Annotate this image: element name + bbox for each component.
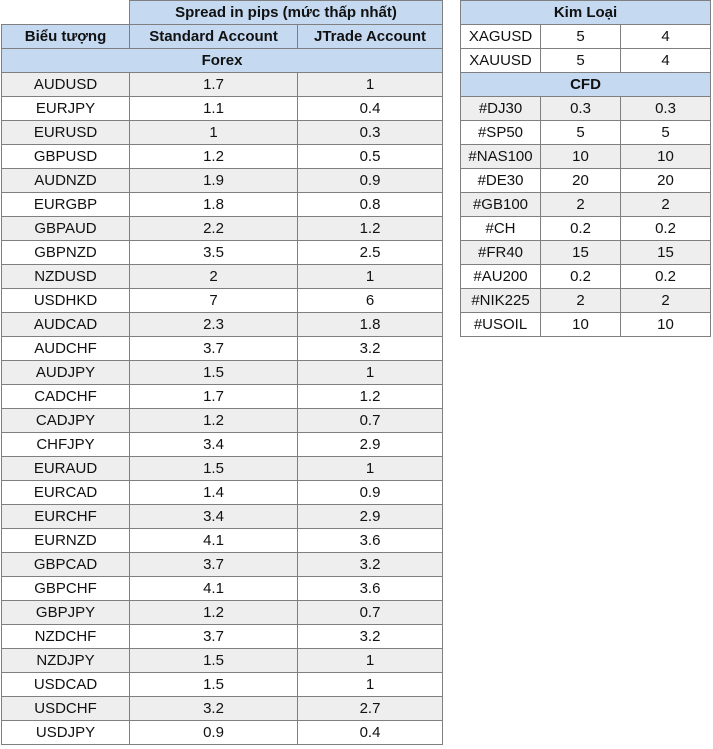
- cfd-row-symbol-cell: #CH: [461, 217, 541, 241]
- forex-row: [2, 721, 443, 745]
- forex-row: [2, 649, 443, 673]
- forex-row: [2, 409, 443, 433]
- forex-row-standard-cell: 2.2: [130, 217, 298, 241]
- metals-row-symbol-cell: XAUUSD: [461, 49, 541, 73]
- cfd-row-jtrade-cell: 5: [621, 121, 711, 145]
- cfd-row-jtrade-cell: 10: [621, 145, 711, 169]
- forex-row: [2, 241, 443, 265]
- forex-row-jtrade-cell: 1.2: [298, 385, 443, 409]
- cfd-row-jtrade-cell: 2: [621, 193, 711, 217]
- forex-row-standard-cell: 1.4: [130, 481, 298, 505]
- forex-row-symbol-cell: GBPCAD: [2, 553, 130, 577]
- cfd-row-standard-cell: 2: [541, 193, 621, 217]
- cfd-row-standard-cell: 2: [541, 289, 621, 313]
- forex-row-jtrade-cell: 0.3: [298, 121, 443, 145]
- forex-row-standard-cell: 3.7: [130, 337, 298, 361]
- forex-row-jtrade-cell: 0.8: [298, 193, 443, 217]
- cfd-row: [461, 241, 711, 265]
- forex-row-jtrade-cell: 3.2: [298, 553, 443, 577]
- forex-row-standard-cell: 2: [130, 265, 298, 289]
- forex-row-standard-cell: 1.7: [130, 385, 298, 409]
- cfd-row-symbol-cell: #USOIL: [461, 313, 541, 337]
- forex-row-standard-cell: 3.7: [130, 625, 298, 649]
- forex-row-symbol-cell: EURGBP: [2, 193, 130, 217]
- forex-row-symbol-cell: USDJPY: [2, 721, 130, 745]
- forex-row-symbol-cell: AUDCHF: [2, 337, 130, 361]
- cfd-row-standard-cell: 0.2: [541, 265, 621, 289]
- forex-row-standard-cell: 3.5: [130, 241, 298, 265]
- forex-row-standard-cell: 1.2: [130, 601, 298, 625]
- forex-row-standard-cell: 3.2: [130, 697, 298, 721]
- forex-row-symbol-cell: NZDCHF: [2, 625, 130, 649]
- forex-row: [2, 481, 443, 505]
- forex-row-symbol-cell: GBPJPY: [2, 601, 130, 625]
- forex-row-symbol-cell: USDCAD: [2, 673, 130, 697]
- forex-row-symbol-cell: AUDJPY: [2, 361, 130, 385]
- cfd-row-symbol-cell: #FR40: [461, 241, 541, 265]
- forex-row: [2, 697, 443, 721]
- forex-row: [2, 457, 443, 481]
- forex-row: [2, 673, 443, 697]
- forex-row: [2, 385, 443, 409]
- forex-row: [2, 577, 443, 601]
- cfd-row-symbol-cell: #AU200: [461, 265, 541, 289]
- forex-row: [2, 337, 443, 361]
- forex-row-jtrade-cell: 2.9: [298, 433, 443, 457]
- cfd-row-jtrade-cell: 10: [621, 313, 711, 337]
- forex-row-jtrade-cell: 6: [298, 289, 443, 313]
- cfd-row: [461, 193, 711, 217]
- metals-section-header: Kim Loại: [461, 1, 711, 25]
- forex-row-standard-cell: 0.9: [130, 721, 298, 745]
- forex-row-standard-cell: 1.5: [130, 457, 298, 481]
- forex-row-jtrade-cell: 2.5: [298, 241, 443, 265]
- forex-row-jtrade-cell: 2.7: [298, 697, 443, 721]
- forex-row: [2, 265, 443, 289]
- symbol-header: Biểu tượng: [2, 25, 130, 49]
- forex-row-jtrade-cell: 0.5: [298, 145, 443, 169]
- forex-row-symbol-cell: AUDUSD: [2, 73, 130, 97]
- forex-row-symbol-cell: GBPNZD: [2, 241, 130, 265]
- metals-row-standard-cell: 5: [541, 25, 621, 49]
- forex-row-symbol-cell: CADJPY: [2, 409, 130, 433]
- forex-row-standard-cell: 4.1: [130, 577, 298, 601]
- forex-row: [2, 289, 443, 313]
- header-blank-cell: [2, 1, 130, 25]
- forex-row: [2, 145, 443, 169]
- forex-row-jtrade-cell: 3.2: [298, 625, 443, 649]
- forex-row-symbol-cell: EURCHF: [2, 505, 130, 529]
- forex-row-standard-cell: 3.7: [130, 553, 298, 577]
- cfd-row-jtrade-cell: 0.3: [621, 97, 711, 121]
- cfd-row-symbol-cell: #DJ30: [461, 97, 541, 121]
- forex-row: [2, 529, 443, 553]
- forex-row-jtrade-cell: 1: [298, 457, 443, 481]
- forex-row-standard-cell: 1.7: [130, 73, 298, 97]
- jtrade-account-header: JTrade Account: [298, 25, 443, 49]
- cfd-row: [461, 97, 711, 121]
- forex-row-standard-cell: 1.5: [130, 649, 298, 673]
- forex-row-symbol-cell: USDHKD: [2, 289, 130, 313]
- cfd-row-symbol-cell: #GB100: [461, 193, 541, 217]
- forex-row-jtrade-cell: 3.2: [298, 337, 443, 361]
- forex-row: [2, 97, 443, 121]
- forex-row: [2, 433, 443, 457]
- cfd-row: [461, 313, 711, 337]
- forex-row: [2, 361, 443, 385]
- forex-row-symbol-cell: EURJPY: [2, 97, 130, 121]
- forex-row-symbol-cell: EURNZD: [2, 529, 130, 553]
- forex-spread-table: [1, 0, 443, 745]
- forex-row-jtrade-cell: 1.2: [298, 217, 443, 241]
- cfd-row-jtrade-cell: 0.2: [621, 217, 711, 241]
- forex-row-standard-cell: 1.9: [130, 169, 298, 193]
- forex-row: [2, 217, 443, 241]
- forex-row-jtrade-cell: 0.4: [298, 721, 443, 745]
- forex-row-jtrade-cell: 1: [298, 265, 443, 289]
- forex-row: [2, 553, 443, 577]
- forex-row-standard-cell: 1.8: [130, 193, 298, 217]
- metals-row-symbol-cell: XAGUSD: [461, 25, 541, 49]
- forex-row-jtrade-cell: 1: [298, 673, 443, 697]
- cfd-row: [461, 289, 711, 313]
- forex-row-standard-cell: 1.2: [130, 409, 298, 433]
- forex-row-standard-cell: 2.3: [130, 313, 298, 337]
- cfd-row-standard-cell: 10: [541, 313, 621, 337]
- metals-row-jtrade-cell: 4: [621, 49, 711, 73]
- metals-cfd-table: [460, 0, 711, 337]
- cfd-row-standard-cell: 15: [541, 241, 621, 265]
- forex-row-jtrade-cell: 0.9: [298, 169, 443, 193]
- spread-header: Spread in pips (mức thấp nhất): [130, 1, 443, 25]
- forex-row: [2, 193, 443, 217]
- forex-row-symbol-cell: AUDCAD: [2, 313, 130, 337]
- cfd-row-standard-cell: 0.3: [541, 97, 621, 121]
- forex-row-standard-cell: 7: [130, 289, 298, 313]
- cfd-row-jtrade-cell: 2: [621, 289, 711, 313]
- forex-row: [2, 625, 443, 649]
- cfd-row: [461, 265, 711, 289]
- forex-row: [2, 169, 443, 193]
- cfd-row: [461, 217, 711, 241]
- forex-row-jtrade-cell: 1.8: [298, 313, 443, 337]
- forex-row-standard-cell: 3.4: [130, 505, 298, 529]
- metals-row-jtrade-cell: 4: [621, 25, 711, 49]
- forex-row-jtrade-cell: 0.4: [298, 97, 443, 121]
- forex-row-symbol-cell: NZDJPY: [2, 649, 130, 673]
- forex-row: [2, 505, 443, 529]
- cfd-row-standard-cell: 0.2: [541, 217, 621, 241]
- cfd-row-jtrade-cell: 20: [621, 169, 711, 193]
- forex-row-jtrade-cell: 0.9: [298, 481, 443, 505]
- metals-row: [461, 49, 711, 73]
- cfd-row-symbol-cell: #NAS100: [461, 145, 541, 169]
- forex-row-standard-cell: 1: [130, 121, 298, 145]
- cfd-row: [461, 169, 711, 193]
- forex-row-symbol-cell: CADCHF: [2, 385, 130, 409]
- forex-row-jtrade-cell: 1: [298, 73, 443, 97]
- forex-row-jtrade-cell: 3.6: [298, 577, 443, 601]
- forex-row-symbol-cell: EURCAD: [2, 481, 130, 505]
- forex-row-standard-cell: 1.5: [130, 673, 298, 697]
- forex-section-header: Forex: [2, 49, 443, 73]
- forex-row-symbol-cell: EURAUD: [2, 457, 130, 481]
- forex-row: [2, 313, 443, 337]
- cfd-row-standard-cell: 10: [541, 145, 621, 169]
- metals-row: [461, 25, 711, 49]
- cfd-row-symbol-cell: #DE30: [461, 169, 541, 193]
- cfd-section-header: CFD: [461, 73, 711, 97]
- forex-row: [2, 601, 443, 625]
- cfd-row-symbol-cell: #SP50: [461, 121, 541, 145]
- forex-row: [2, 121, 443, 145]
- forex-row-standard-cell: 1.1: [130, 97, 298, 121]
- forex-row-symbol-cell: GBPCHF: [2, 577, 130, 601]
- standard-account-header: Standard Account: [130, 25, 298, 49]
- cfd-row-standard-cell: 5: [541, 121, 621, 145]
- forex-row-standard-cell: 3.4: [130, 433, 298, 457]
- forex-row-jtrade-cell: 1: [298, 361, 443, 385]
- forex-row-jtrade-cell: 1: [298, 649, 443, 673]
- metals-row-standard-cell: 5: [541, 49, 621, 73]
- forex-row-symbol-cell: AUDNZD: [2, 169, 130, 193]
- cfd-row: [461, 145, 711, 169]
- forex-row-symbol-cell: USDCHF: [2, 697, 130, 721]
- forex-row-jtrade-cell: 0.7: [298, 409, 443, 433]
- cfd-row-jtrade-cell: 15: [621, 241, 711, 265]
- cfd-row-jtrade-cell: 0.2: [621, 265, 711, 289]
- forex-row-jtrade-cell: 3.6: [298, 529, 443, 553]
- forex-row-standard-cell: 4.1: [130, 529, 298, 553]
- forex-row-symbol-cell: GBPAUD: [2, 217, 130, 241]
- forex-row-symbol-cell: EURUSD: [2, 121, 130, 145]
- forex-row-jtrade-cell: 0.7: [298, 601, 443, 625]
- cfd-row: [461, 121, 711, 145]
- cfd-row-standard-cell: 20: [541, 169, 621, 193]
- forex-row-standard-cell: 1.2: [130, 145, 298, 169]
- forex-row: [2, 73, 443, 97]
- forex-row-symbol-cell: NZDUSD: [2, 265, 130, 289]
- cfd-row-symbol-cell: #NIK225: [461, 289, 541, 313]
- forex-row-standard-cell: 1.5: [130, 361, 298, 385]
- forex-row-symbol-cell: GBPUSD: [2, 145, 130, 169]
- forex-row-symbol-cell: CHFJPY: [2, 433, 130, 457]
- forex-row-jtrade-cell: 2.9: [298, 505, 443, 529]
